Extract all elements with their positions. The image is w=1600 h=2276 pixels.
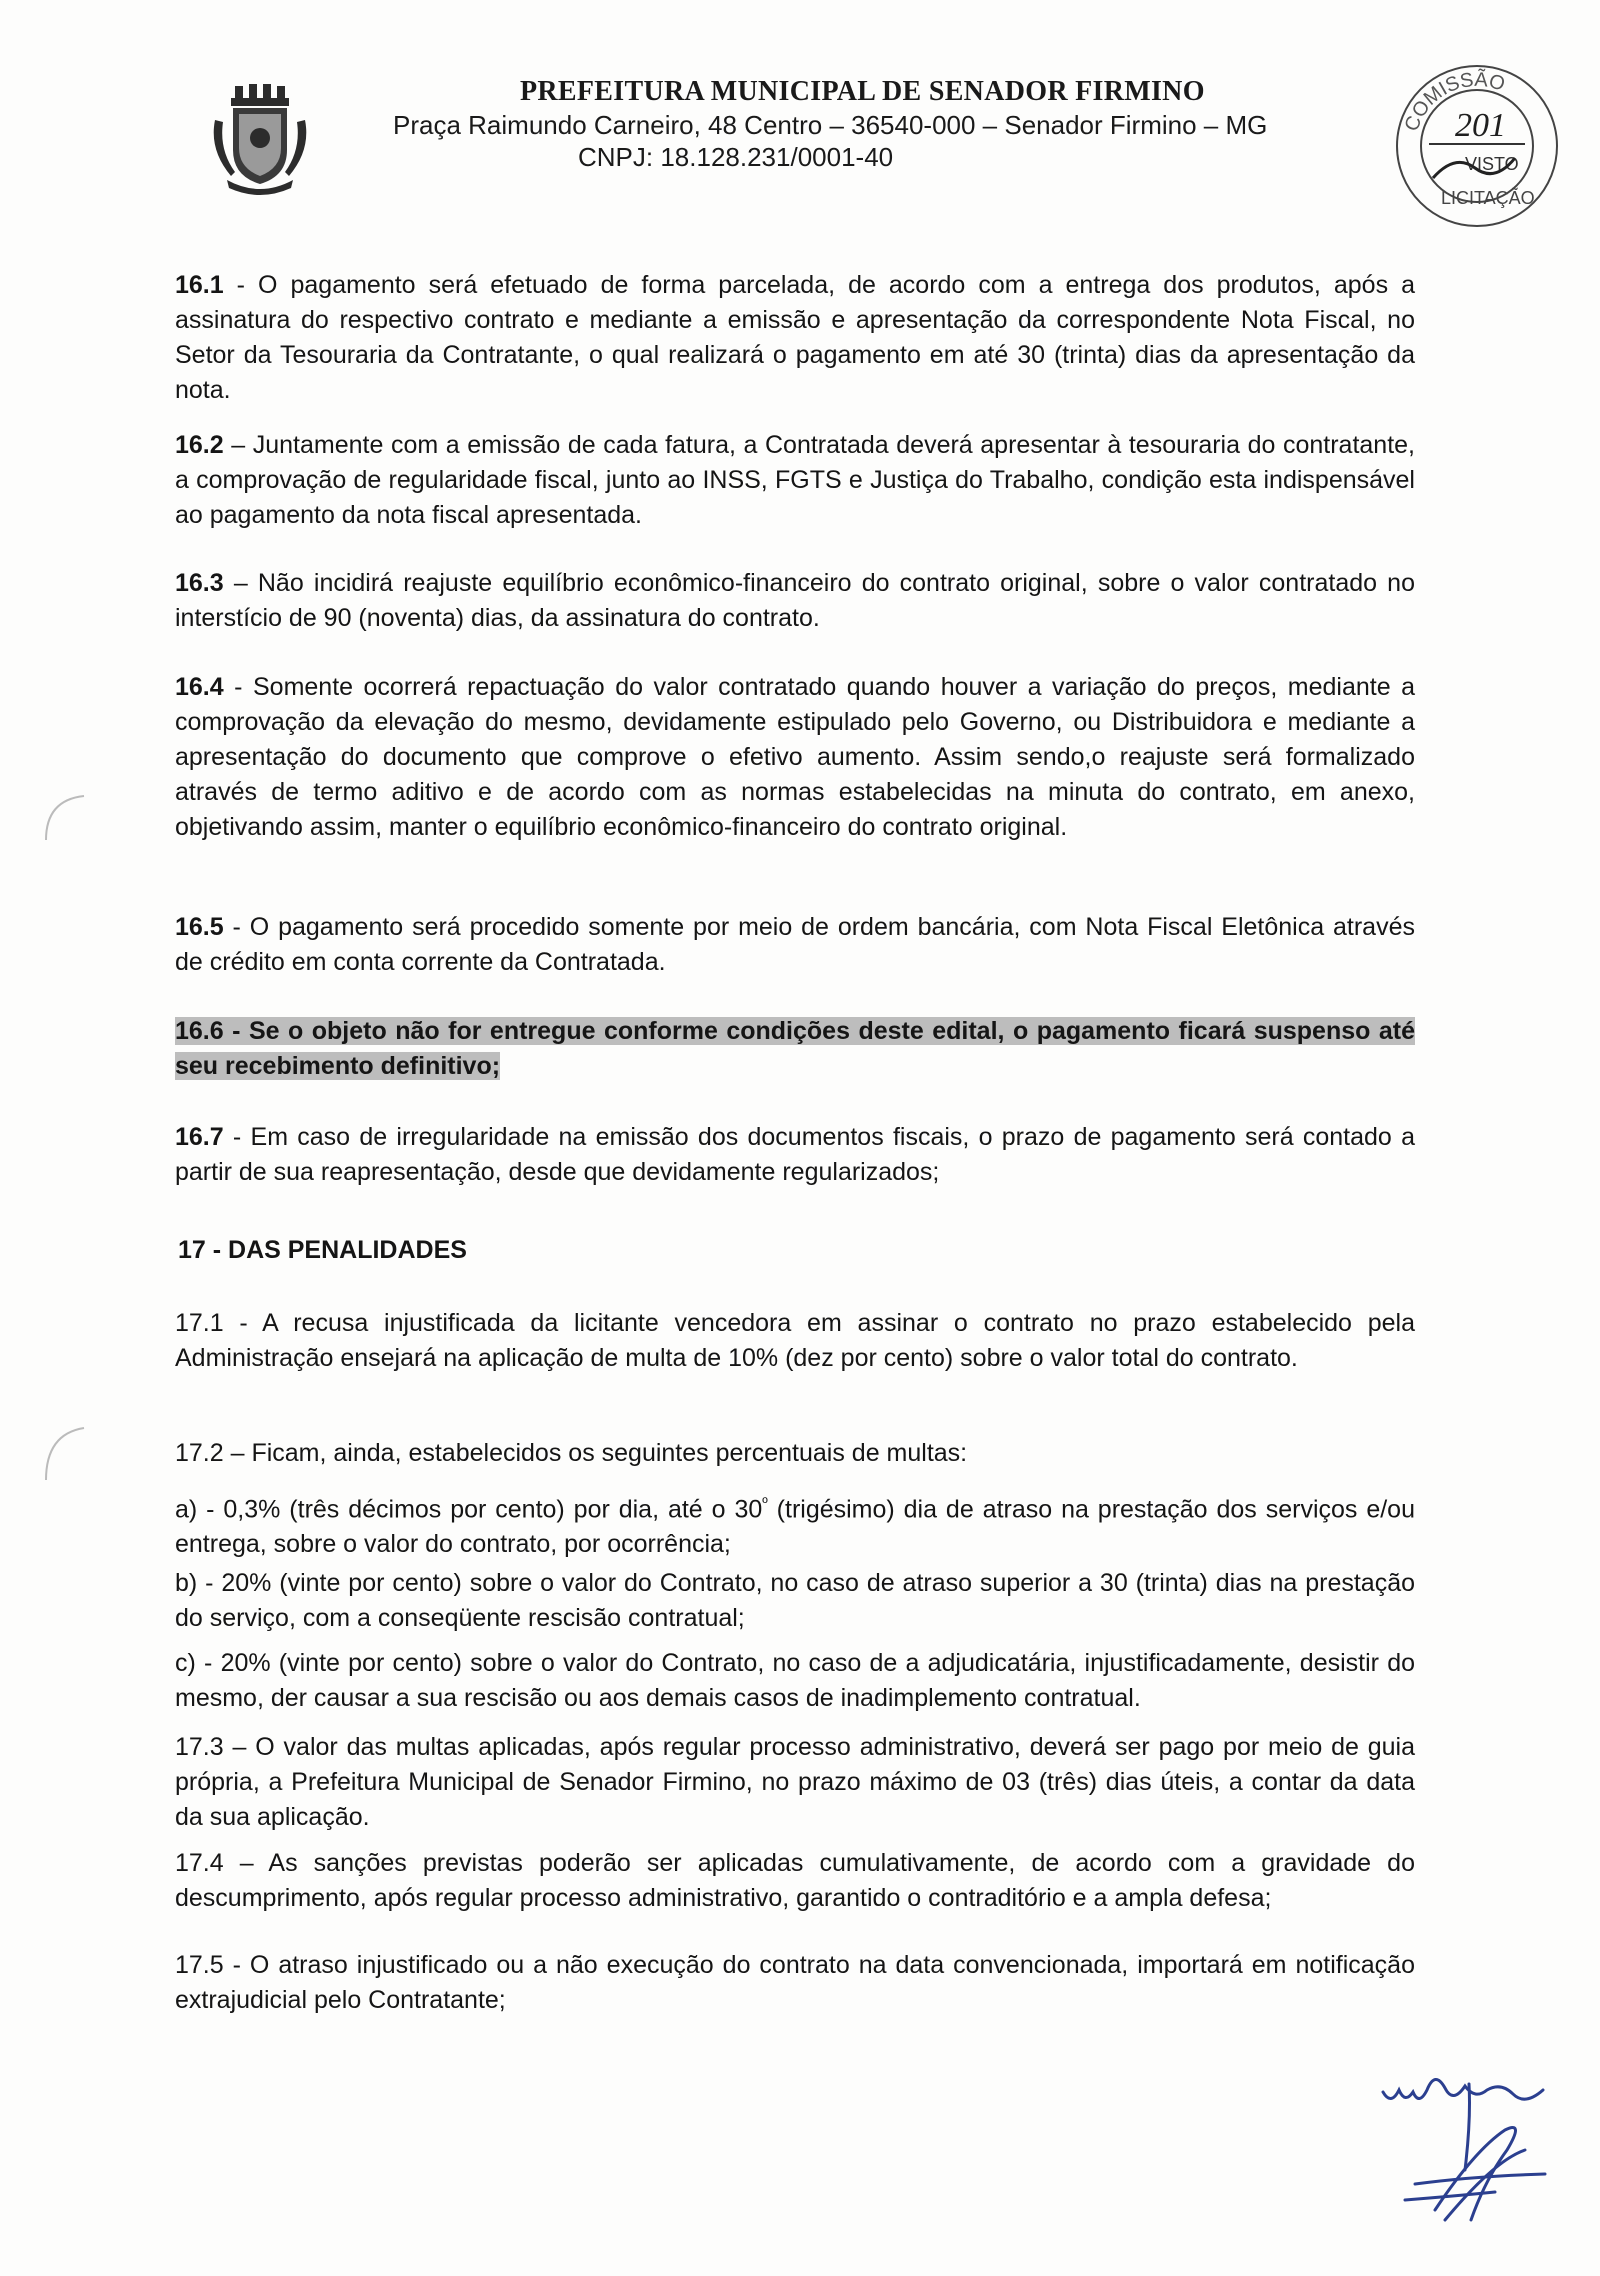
clause-16-6 [175,1014,1415,1084]
clause-number: 16.7 [175,1123,224,1151]
commission-stamp-icon [1385,58,1570,233]
clause-17-5: 17.5 - O atraso injustificado ou a não execução do contrato na data convencionada, importará em notificação extrajudicial pelo Contratante; [175,1951,1415,2014]
clause-separator: - [223,271,259,299]
clause-text: O pagamento será procedido somente por meio de ordem bancária, com Nota Fiscal Eletônica através de crédito em conta corrente da Contratada. [175,913,1415,976]
highlighted-clause [175,1017,1415,1080]
clause-number: 16.3 [175,569,224,597]
clause-text: a) - 0,3% (três décimos por cento) por dia, até o 30 [175,1495,763,1524]
clause-separator: - [223,1123,251,1151]
clause-17-3: 17.3 – O valor das multas aplicadas, após regular processo administrativo, deverá ser pago por meio de guia própria, a Prefeitura Municipal de Senador Firmino, no prazo máximo de 03 (três) dias úteis, a contar da data da sua aplicação. [175,1733,1415,1831]
clause-separator: – [223,431,253,459]
clause-text: (trigésimo) dia de atraso na prestação dos serviços e/ou entrega, sobre o valor do contrato, por ocorrência; [175,1495,1415,1559]
stamp-number: 201 [1455,107,1506,144]
clause-separator: - [223,673,253,701]
clause-number: 16.4 [175,673,224,701]
clause-number: 16.5 [175,913,224,941]
clause-17-2-c: c) - 20% (vinte por cento) sobre o valor do Contrato, no caso de a adjudicatária, injustificadamente, desistir do mesmo, der causar a sua rescisão ou aos demais casos de inadimplemento contratual. [175,1649,1415,1712]
handwritten-signature-icon [1375,2060,1565,2240]
clause-text: Em caso de irregularidade na emissão dos documentos fiscais, o prazo de pagamento será contado a partir de sua reapresentação, desde que devidamente regularizados; [175,1123,1415,1186]
clause-number: 16.2 [175,431,224,459]
municipality-cnpj: CNPJ: 18.128.231/0001-40 [578,142,894,172]
stamp-bottom-text: LICITAÇÃO [1441,188,1535,208]
clause-text: Somente ocorrerá repactuação do valor contratado quando houver a variação do preços, mediante a comprovação da elevação do mesmo, devidamente estipulado pelo Governo, ou Distribuidora e mediante a apresentação do documento que comprove o efetivo aumento. Assim sendo,o reajuste será formalizado através de termo aditivo e de acordo com as normas estabelecidas na minuta do contrato, em anexo, objetivando assim, manter o equilíbrio econômico-financeiro do contrato original. [175,673,1416,841]
ordinal-mark: º [762,1495,768,1512]
clause-16-7 [175,1120,1415,1190]
stamp-middle-text: VISTO [1465,154,1519,174]
clause-number: 16.6 [175,1017,224,1045]
clause-separator: - [223,913,250,941]
clause-17-2-a [175,1486,1415,1562]
clause-separator: - [223,1017,249,1045]
municipal-crest-icon [205,80,315,200]
clause-16-1 [175,268,1415,408]
clause-text: Juntamente com a emissão de cada fatura, a Contratada deverá apresentar à tesouraria do contratante, a comprovação de regularidade fiscal, junto ao INSS, FGTS e Justiça do Trabalho, condição esta indispensável ao pagamento da nota fiscal apresentada. [175,431,1416,529]
clause-17-2: 17.2 – Ficam, ainda, estabelecidos os seguintes percentuais de multas: [175,1439,968,1467]
clause-17-1: 17.1 - A recusa injustificada da licitante vencedora em assinar o contrato no prazo estabelecido pela Administração ensejará na aplicação de multa de 10% (dez por cento) sobre o valor total do contrato. [175,1309,1415,1372]
municipality-title: PREFEITURA MUNICIPAL DE SENADOR FIRMINO [520,76,1205,107]
punch-mark-icon [40,1420,90,1490]
municipality-address: Praça Raimundo Carneiro, 48 Centro – 36540-000 – Senador Firmino – MG [393,110,1268,140]
stamp-top-text: COMISSÃO [1400,68,1508,135]
clause-17-4: 17.4 – As sanções previstas poderão ser aplicadas cumulativamente, de acordo com a gravidade do descumprimento, após regular processo administrativo, garantido o contraditório e a ampla defesa; [175,1849,1415,1912]
clause-number: 16.1 [175,271,224,299]
clause-16-5 [175,910,1415,980]
punch-mark-icon [40,790,90,850]
clause-text: Não incidirá reajuste equilíbrio econômico-financeiro do contrato original, sobre o valor contratado no interstício de 90 (noventa) dias, da assinatura do contrato. [175,569,1415,632]
clause-17-2-b: b) - 20% (vinte por cento) sobre o valor do Contrato, no caso de atraso superior a 30 (trinta) dias na prestação do serviço, com a conseqüente rescisão contratual; [175,1569,1415,1632]
clause-16-3 [175,566,1415,636]
clause-16-4 [175,670,1415,845]
section-title: 17 - DAS PENALIDADES [178,1236,467,1264]
clause-16-2 [175,428,1415,533]
clause-text: O pagamento será efetuado de forma parcelada, de acordo com a entrega dos produtos, após a assinatura do respectivo contrato e mediante a emissão e apresentação da correspondente Nota Fiscal, no Setor da Tesouraria da Contratante, o qual realizará o pagamento em até 30 (trinta) dias da apresentação da nota. [175,271,1416,404]
clause-separator: – [223,569,258,597]
clause-text: Se o objeto não for entregue conforme condições deste edital, o pagamento ficará suspenso até seu recebimento definitivo; [175,1017,1415,1080]
